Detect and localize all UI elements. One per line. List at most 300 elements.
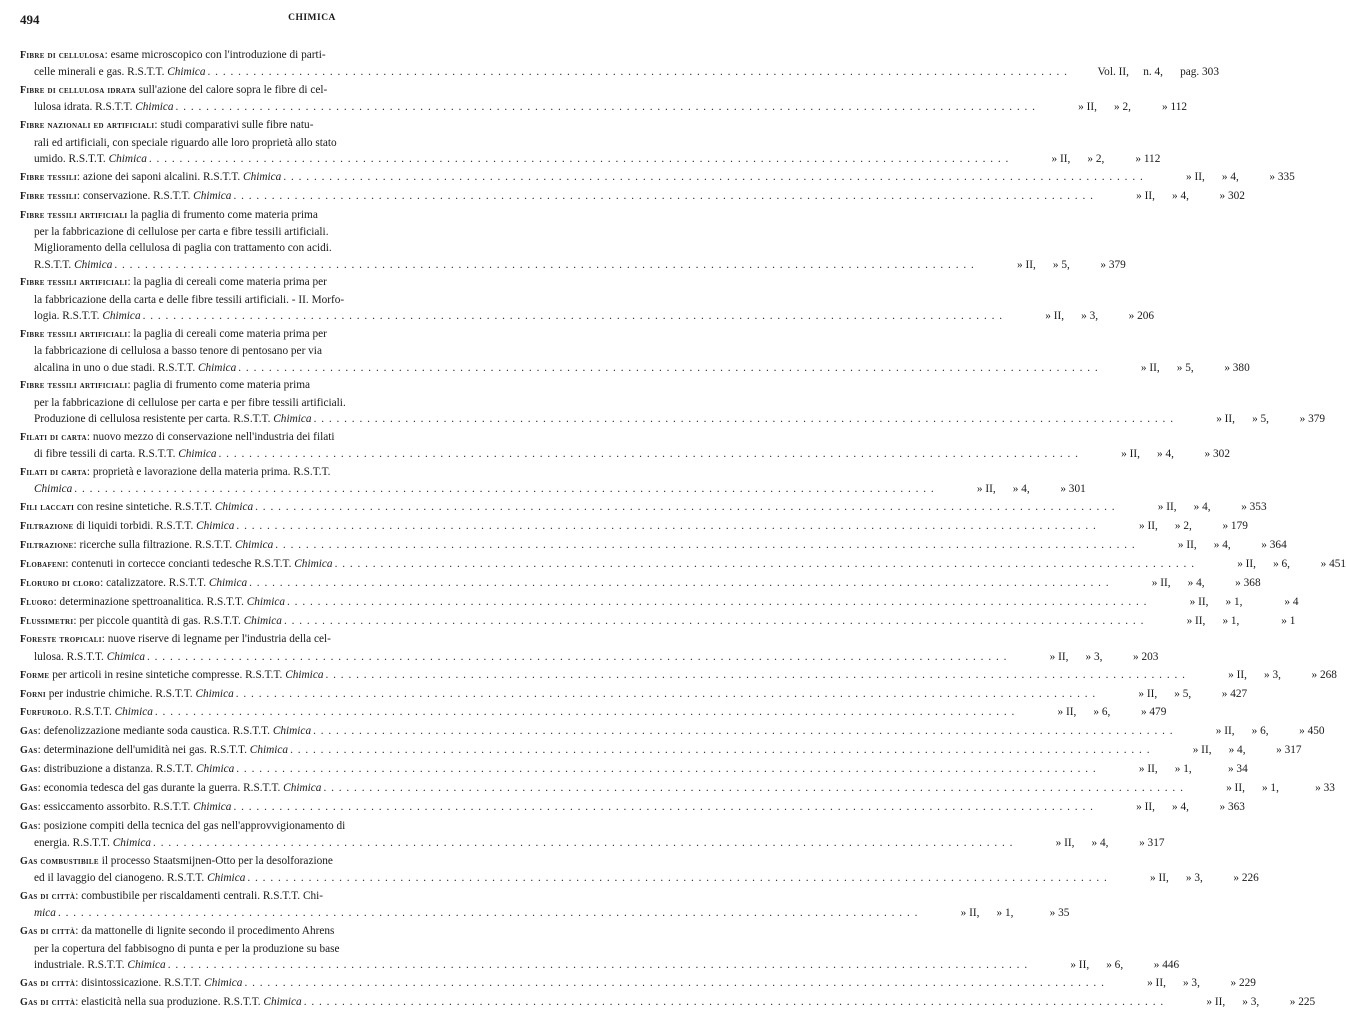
reference-num: » 3, — [1081, 310, 1099, 323]
reference-num: » 4, — [1213, 539, 1231, 552]
reference-vol: » II, — [1189, 595, 1209, 608]
entry-text — [34, 395, 346, 411]
entry-text — [34, 343, 322, 359]
reference-pag: » 34 — [1227, 763, 1248, 776]
reference-pag: » 451 — [1320, 557, 1346, 570]
entry-term: Filtrazione — [20, 540, 74, 552]
entry-line — [20, 957, 1180, 973]
entry-description: la fabbricazione di cellulosa a basso tenore di pentosano per via — [34, 345, 322, 358]
index-entry — [20, 780, 1335, 797]
dot-leader — [313, 723, 1173, 739]
entry-term: Gas — [20, 820, 38, 832]
entry-term: Fili laccati — [20, 502, 75, 514]
entry-separator: : — [37, 763, 44, 776]
journal-name: mica — [34, 907, 56, 920]
entry-reference — [921, 905, 1069, 921]
entry-line — [20, 888, 608, 905]
entry-text — [34, 481, 72, 497]
reference-vol: » II, — [1215, 725, 1235, 738]
entry-term: Gas — [20, 726, 38, 738]
reference-vol: » II, — [1237, 557, 1257, 570]
entry-separator: : — [100, 576, 107, 589]
entry-line — [20, 742, 1302, 759]
reference-pag: » 450 — [1299, 725, 1325, 738]
entry-line — [20, 207, 608, 224]
reference-pag: » 206 — [1128, 310, 1155, 323]
entry-line — [20, 308, 1155, 324]
entry-reference — [1082, 446, 1230, 462]
entry-reference — [1187, 780, 1335, 796]
entry-line — [20, 99, 1187, 115]
reference-num: » 4, — [1012, 483, 1030, 496]
entry-description: paglia di frumento come materia prima — [133, 379, 311, 392]
entry-line — [20, 575, 1261, 592]
entry-term: Fibre tessili artificiali — [20, 209, 128, 221]
entry-line — [20, 870, 1259, 886]
entry-line — [20, 82, 608, 99]
entry-description: ed il lavaggio del cianogeno. R.S.T.T. — [34, 872, 208, 885]
index-entry — [20, 818, 1165, 852]
journal-name: Chimica — [246, 595, 286, 608]
entry-text — [20, 723, 311, 740]
entry-description: la paglia di cereali come materia prima per — [133, 276, 327, 289]
entry-reference — [978, 257, 1126, 273]
entry-reference — [1147, 169, 1295, 185]
entry-line — [20, 556, 1346, 573]
entry-reference — [938, 481, 1086, 497]
index-entry — [20, 47, 1219, 81]
index-entry — [20, 742, 1302, 759]
entry-text — [20, 274, 327, 291]
entry-reference — [1012, 151, 1160, 167]
dot-leader — [208, 64, 1068, 80]
reference-pag: » 317 — [1139, 837, 1165, 850]
entry-term: Gas — [20, 783, 38, 795]
entry-line — [20, 994, 1316, 1011]
entry-line — [20, 704, 1167, 721]
entry-line — [20, 47, 608, 64]
page-number: 494 — [20, 12, 40, 27]
dot-leader — [149, 151, 1009, 167]
journal-name: Chimica — [243, 170, 282, 183]
entry-reference — [1099, 686, 1247, 702]
entry-term: Forme — [20, 669, 50, 681]
entry-description: alcalina in uno o due stadi. R.S.T.T. — [34, 361, 198, 374]
entry-description: distribuzione a distanza. R.S.T.T. — [43, 763, 196, 776]
entry-text — [34, 411, 312, 427]
entry-reference — [1167, 994, 1315, 1010]
reference-pag: » 479 — [1140, 706, 1167, 719]
reference-pag: » 302 — [1204, 448, 1230, 461]
entry-text — [20, 594, 285, 611]
reference-pag: » 112 — [1135, 152, 1161, 165]
reference-pag: » 229 — [1230, 976, 1256, 989]
reference-num: » 4, — [1187, 576, 1205, 589]
entry-reference — [1010, 649, 1158, 665]
journal-name: Chimica — [197, 361, 237, 374]
dot-leader — [176, 99, 1036, 115]
entry-text — [34, 835, 151, 851]
reference-pag: » 1 — [1281, 614, 1296, 627]
entry-text — [20, 377, 310, 394]
journal-name: Chimica — [214, 501, 254, 514]
entry-term: Fibre tessili — [20, 190, 77, 202]
entry-description: R.S.T.T. — [74, 706, 115, 719]
reference-pag: » 302 — [1219, 189, 1245, 202]
index-entry — [20, 686, 1248, 703]
entry-separator: : — [37, 744, 44, 757]
reference-vol: » II, — [1070, 958, 1090, 971]
entry-line — [20, 499, 1267, 516]
entry-separator: : — [75, 925, 82, 938]
entry-line — [20, 188, 1245, 205]
index-entry — [20, 377, 1326, 427]
reference-pag: » 317 — [1276, 744, 1302, 757]
index-entry — [20, 556, 1346, 573]
dot-leader — [147, 649, 1007, 665]
dot-leader — [236, 761, 1096, 777]
entry-text — [20, 82, 327, 99]
index-entry — [20, 518, 1248, 535]
entry-term: Gas — [20, 745, 38, 757]
index-entry — [20, 188, 1245, 205]
reference-num: » 5, — [1176, 361, 1194, 374]
journal-name: Chimica — [106, 650, 145, 663]
reference-num: » 4, — [1091, 837, 1109, 850]
entry-text — [34, 64, 206, 80]
reference-vol: » II, — [1139, 520, 1158, 533]
journal-name: Chimica — [195, 687, 234, 700]
entry-text — [20, 499, 253, 516]
entry-description: per industrie chimiche. R.S.T.T. — [48, 687, 196, 700]
entry-description: la fabbricazione della carta e delle fibre tessili artificiali. - II. Morfo- — [34, 293, 345, 306]
entry-line — [20, 377, 608, 394]
dot-leader — [114, 257, 974, 273]
entry-text — [20, 556, 333, 573]
entry-description: per la fabbricazione di cellulose per carta e per fibre tessili artificiali. — [34, 396, 346, 409]
reference-pag: » 363 — [1219, 800, 1245, 813]
entry-description: Miglioramento della cellulosa di paglia con trattamento con acidi. — [34, 242, 332, 255]
entry-separator: : — [37, 782, 44, 795]
entry-line — [20, 64, 1219, 80]
reference-pag: » 35 — [1049, 907, 1070, 920]
entry-line — [20, 169, 1295, 186]
index-entry — [20, 799, 1245, 816]
reference-pag: » 225 — [1289, 995, 1316, 1008]
index-entry — [20, 723, 1325, 740]
reference-vol: » II, — [1192, 744, 1212, 757]
reference-vol: » II, — [1150, 872, 1169, 885]
dot-leader — [249, 575, 1109, 591]
entry-text — [34, 941, 340, 957]
entry-reference — [1031, 957, 1179, 973]
dot-leader — [323, 780, 1183, 796]
entry-line — [20, 257, 1126, 273]
entry-description: rali ed artificiali, con speciale riguardo alle loro proprietà allo stato — [34, 136, 337, 149]
entry-description: determinazione dell'umidità nei gas. R.S.T.T. — [43, 744, 250, 757]
reference-pag: » 179 — [1222, 520, 1248, 533]
reference-pag: » 364 — [1261, 539, 1287, 552]
dot-leader — [238, 360, 1098, 376]
entry-separator: : — [127, 379, 134, 392]
dot-leader — [244, 975, 1104, 991]
journal-name: Chimica — [193, 800, 232, 813]
reference-vol: » II, — [1206, 995, 1226, 1008]
entry-line — [20, 411, 1326, 427]
dot-leader — [255, 499, 1115, 515]
reference-num: » 2, — [1087, 152, 1105, 165]
reference-vol: » II, — [1078, 101, 1097, 114]
index-entry — [20, 575, 1261, 592]
journal-name: Chimica — [204, 976, 243, 989]
entry-text — [20, 799, 231, 816]
reference-num: » 3, — [1182, 976, 1200, 989]
entry-text — [34, 870, 245, 886]
entry-text — [20, 780, 321, 797]
dot-leader — [304, 994, 1164, 1010]
entry-separator: : — [76, 189, 83, 202]
journal-name: Chimica — [208, 576, 248, 589]
index-entry — [20, 975, 1256, 992]
journal-name: Chimica — [102, 310, 141, 323]
dot-leader — [287, 594, 1147, 610]
entry-text — [20, 326, 327, 343]
entry-description: il processo Staatsmijnen-Otto per la desolforazione — [101, 854, 333, 867]
entry-line — [20, 117, 608, 134]
index-entry — [20, 994, 1316, 1011]
entry-separator: . — [68, 706, 75, 719]
dot-leader — [247, 870, 1107, 886]
entry-term: Filati di carta — [20, 467, 87, 479]
journal-name: Chimica — [167, 66, 206, 79]
entry-line — [20, 941, 608, 957]
reference-pag: » 446 — [1153, 958, 1180, 971]
reference-vol: » II, — [1186, 614, 1206, 627]
entry-reference — [1154, 742, 1302, 758]
reference-num: » 4, — [1228, 744, 1246, 757]
entry-text — [20, 117, 313, 134]
entry-separator: : — [104, 49, 111, 61]
entry-line — [20, 481, 1086, 497]
dot-leader — [233, 799, 1093, 815]
journal-name: Chimica — [193, 189, 232, 202]
entry-term: Fibre tessili artificiali — [20, 380, 128, 392]
entry-line — [20, 464, 608, 481]
entry-description: la paglia di cereali come materia prima per — [133, 327, 327, 340]
reference-vol: » II, — [1136, 189, 1155, 202]
entry-term: Fibre di cellulosa idrata — [20, 85, 136, 97]
reference-vol: » II, — [1017, 258, 1036, 271]
reference-num: » 4, — [1221, 170, 1239, 183]
entry-description: essiccamento assorbito. R.S.T.T. — [43, 800, 194, 813]
dot-leader — [155, 704, 1015, 720]
entry-line — [20, 429, 608, 446]
entry-term: Gas — [20, 801, 38, 813]
entry-reference — [1189, 667, 1337, 683]
entry-description: lulosa idrata. R.S.T.T. — [34, 101, 136, 114]
journal-name: Chimica — [178, 448, 217, 461]
reference-vol: » II, — [1138, 763, 1158, 776]
journal-name: Chimica — [195, 763, 235, 776]
entry-line — [20, 446, 1230, 462]
entry-text — [34, 446, 217, 462]
entry-text — [20, 188, 231, 205]
index-entry — [20, 207, 1126, 273]
entry-reference — [1108, 975, 1256, 991]
entry-line — [20, 613, 1296, 630]
entry-reference — [1017, 835, 1165, 851]
entry-description: catalizzatore. R.S.T.T. — [106, 576, 209, 589]
index-entry — [20, 761, 1248, 778]
reference-pag: » 226 — [1233, 872, 1259, 885]
index-entry — [20, 274, 1155, 324]
reference-num: » 2, — [1114, 101, 1131, 114]
entry-term: Fibre tessili artificiali — [20, 328, 128, 340]
entry-separator: : — [73, 539, 80, 552]
entry-reference — [1006, 308, 1154, 324]
entry-separator: : — [86, 430, 93, 443]
index-entry — [20, 464, 1086, 498]
entry-description: lulosa. R.S.T.T. — [34, 650, 107, 663]
entry-line — [20, 326, 608, 343]
journal-name: Chimica — [273, 412, 312, 425]
entry-description: per la fabbricazione di cellulose per carta e fibre tessili artificiali. — [34, 225, 329, 238]
reference-vol: » II, — [1228, 668, 1247, 681]
entry-line — [20, 905, 1070, 921]
entry-line — [20, 224, 608, 240]
dot-leader — [58, 905, 918, 921]
entry-text — [34, 151, 147, 167]
reference-num: » 4, — [1171, 189, 1189, 202]
entry-separator: : — [76, 170, 83, 183]
entry-line — [20, 761, 1248, 778]
entry-term: Furfurolo — [20, 707, 69, 719]
entry-separator: : — [86, 466, 93, 479]
reference-vol: » II, — [1140, 361, 1160, 374]
entry-separator: : — [101, 633, 108, 646]
reference-num: » 1, — [1225, 595, 1243, 608]
index-entry — [20, 499, 1267, 516]
entry-term: Flussimetri — [20, 615, 74, 627]
reference-vol: » II, — [1136, 800, 1155, 813]
journal-name: Chimica — [108, 152, 147, 165]
entry-line — [20, 343, 608, 359]
entry-line — [20, 835, 1165, 851]
entry-reference — [1198, 556, 1346, 572]
entry-separator: : — [75, 890, 82, 903]
reference-vol: » II, — [1049, 650, 1069, 663]
reference-num: » 4, — [1171, 800, 1189, 813]
dot-leader — [290, 742, 1150, 758]
entry-separator: : — [53, 595, 60, 608]
entry-text — [20, 888, 323, 905]
entry-term: Fibre di cellulosa — [20, 50, 105, 61]
entry-text — [20, 704, 153, 721]
entry-description: nuovo mezzo di conservazione nell'industria dei filati — [92, 430, 335, 443]
entry-separator: : — [37, 725, 44, 738]
dot-leader — [236, 686, 1096, 702]
entry-description: determinazione spettroanalitica. R.S.T.T. — [59, 595, 247, 608]
index-entry — [20, 923, 1180, 973]
entry-description: da mattonelle di lignite secondo il procedimento Ahrens — [81, 925, 335, 938]
entry-reference — [1100, 761, 1248, 777]
entry-line — [20, 686, 1248, 703]
dot-leader — [275, 537, 1135, 553]
entry-description: celle minerali e gas. R.S.T.T. — [34, 66, 168, 79]
entry-description: nuove riserve di legname per l'industria della cel- — [107, 633, 331, 646]
entry-description: industriale. R.S.T.T. — [34, 958, 128, 971]
entry-text — [34, 257, 112, 273]
entry-description: sull'azione del calore sopra le fibre di cel- — [138, 84, 328, 97]
entry-description: azione dei saponi alcalini. R.S.T.T. — [82, 170, 244, 183]
entry-term: Gas — [20, 764, 38, 776]
reference-pag: » 353 — [1241, 501, 1267, 514]
reference-vol: » II, — [1147, 976, 1166, 989]
dot-leader — [326, 667, 1186, 683]
reference-vol: » II, — [1055, 837, 1075, 850]
dot-leader — [283, 169, 1143, 185]
dot-leader — [168, 957, 1028, 973]
entry-reference — [1097, 188, 1245, 204]
index-entry — [20, 667, 1337, 684]
index-entry — [20, 169, 1295, 186]
entry-separator: : — [37, 819, 44, 832]
reference-vol: » II, — [1151, 576, 1171, 589]
dot-leader — [236, 518, 1096, 534]
journal-name: Chimica — [294, 557, 333, 570]
entry-term: Floruro di cloro — [20, 577, 101, 589]
journal-name: Chimica — [263, 995, 302, 1008]
entry-description: studi comparativi sulle fibre natu- — [160, 119, 314, 132]
index-entry — [20, 537, 1287, 554]
entry-line — [20, 594, 1299, 611]
index-entry — [20, 631, 1159, 665]
reference-vol: » II, — [1157, 501, 1177, 514]
dot-leader — [153, 835, 1013, 851]
entry-term: Fibre tessili artificiali — [20, 277, 128, 289]
entry-text — [34, 135, 337, 151]
journal-name: Chimica — [196, 520, 235, 533]
journal-name: Chimica — [234, 539, 274, 552]
reference-num: » 6, — [1251, 725, 1269, 738]
reference-pag: » 33 — [1315, 782, 1335, 795]
entry-text — [20, 994, 302, 1011]
entry-description: combustibile per riscaldamenti centrali. R.S.T.T. Chi- — [81, 890, 324, 903]
entry-separator: : — [127, 327, 134, 340]
reference-num: n. 4, — [1143, 66, 1163, 79]
index-entry — [20, 429, 1230, 463]
journal-name: Chimica — [34, 483, 73, 496]
dot-leader — [233, 188, 1093, 204]
entry-line — [20, 274, 608, 291]
reference-pag: » 368 — [1235, 576, 1261, 589]
entry-term: Fluoro — [20, 596, 54, 608]
reference-num: » 3, — [1185, 872, 1203, 885]
entry-line — [20, 395, 608, 411]
entry-reference — [1147, 613, 1295, 629]
entry-description: economia tedesca del gas durante la guerra. R.S.T.T. — [43, 782, 284, 795]
entry-separator: : — [75, 976, 82, 989]
reference-vol: » II, — [1051, 152, 1071, 165]
entry-text — [20, 429, 335, 446]
entry-term: Forni — [20, 688, 46, 700]
entry-text — [20, 613, 282, 630]
entry-text — [20, 975, 242, 992]
entry-separator: : — [127, 276, 134, 289]
entry-separator: : — [37, 800, 44, 813]
entry-term: Fibre nazionali ed artificiali — [20, 120, 155, 132]
entry-reference — [1097, 799, 1245, 815]
